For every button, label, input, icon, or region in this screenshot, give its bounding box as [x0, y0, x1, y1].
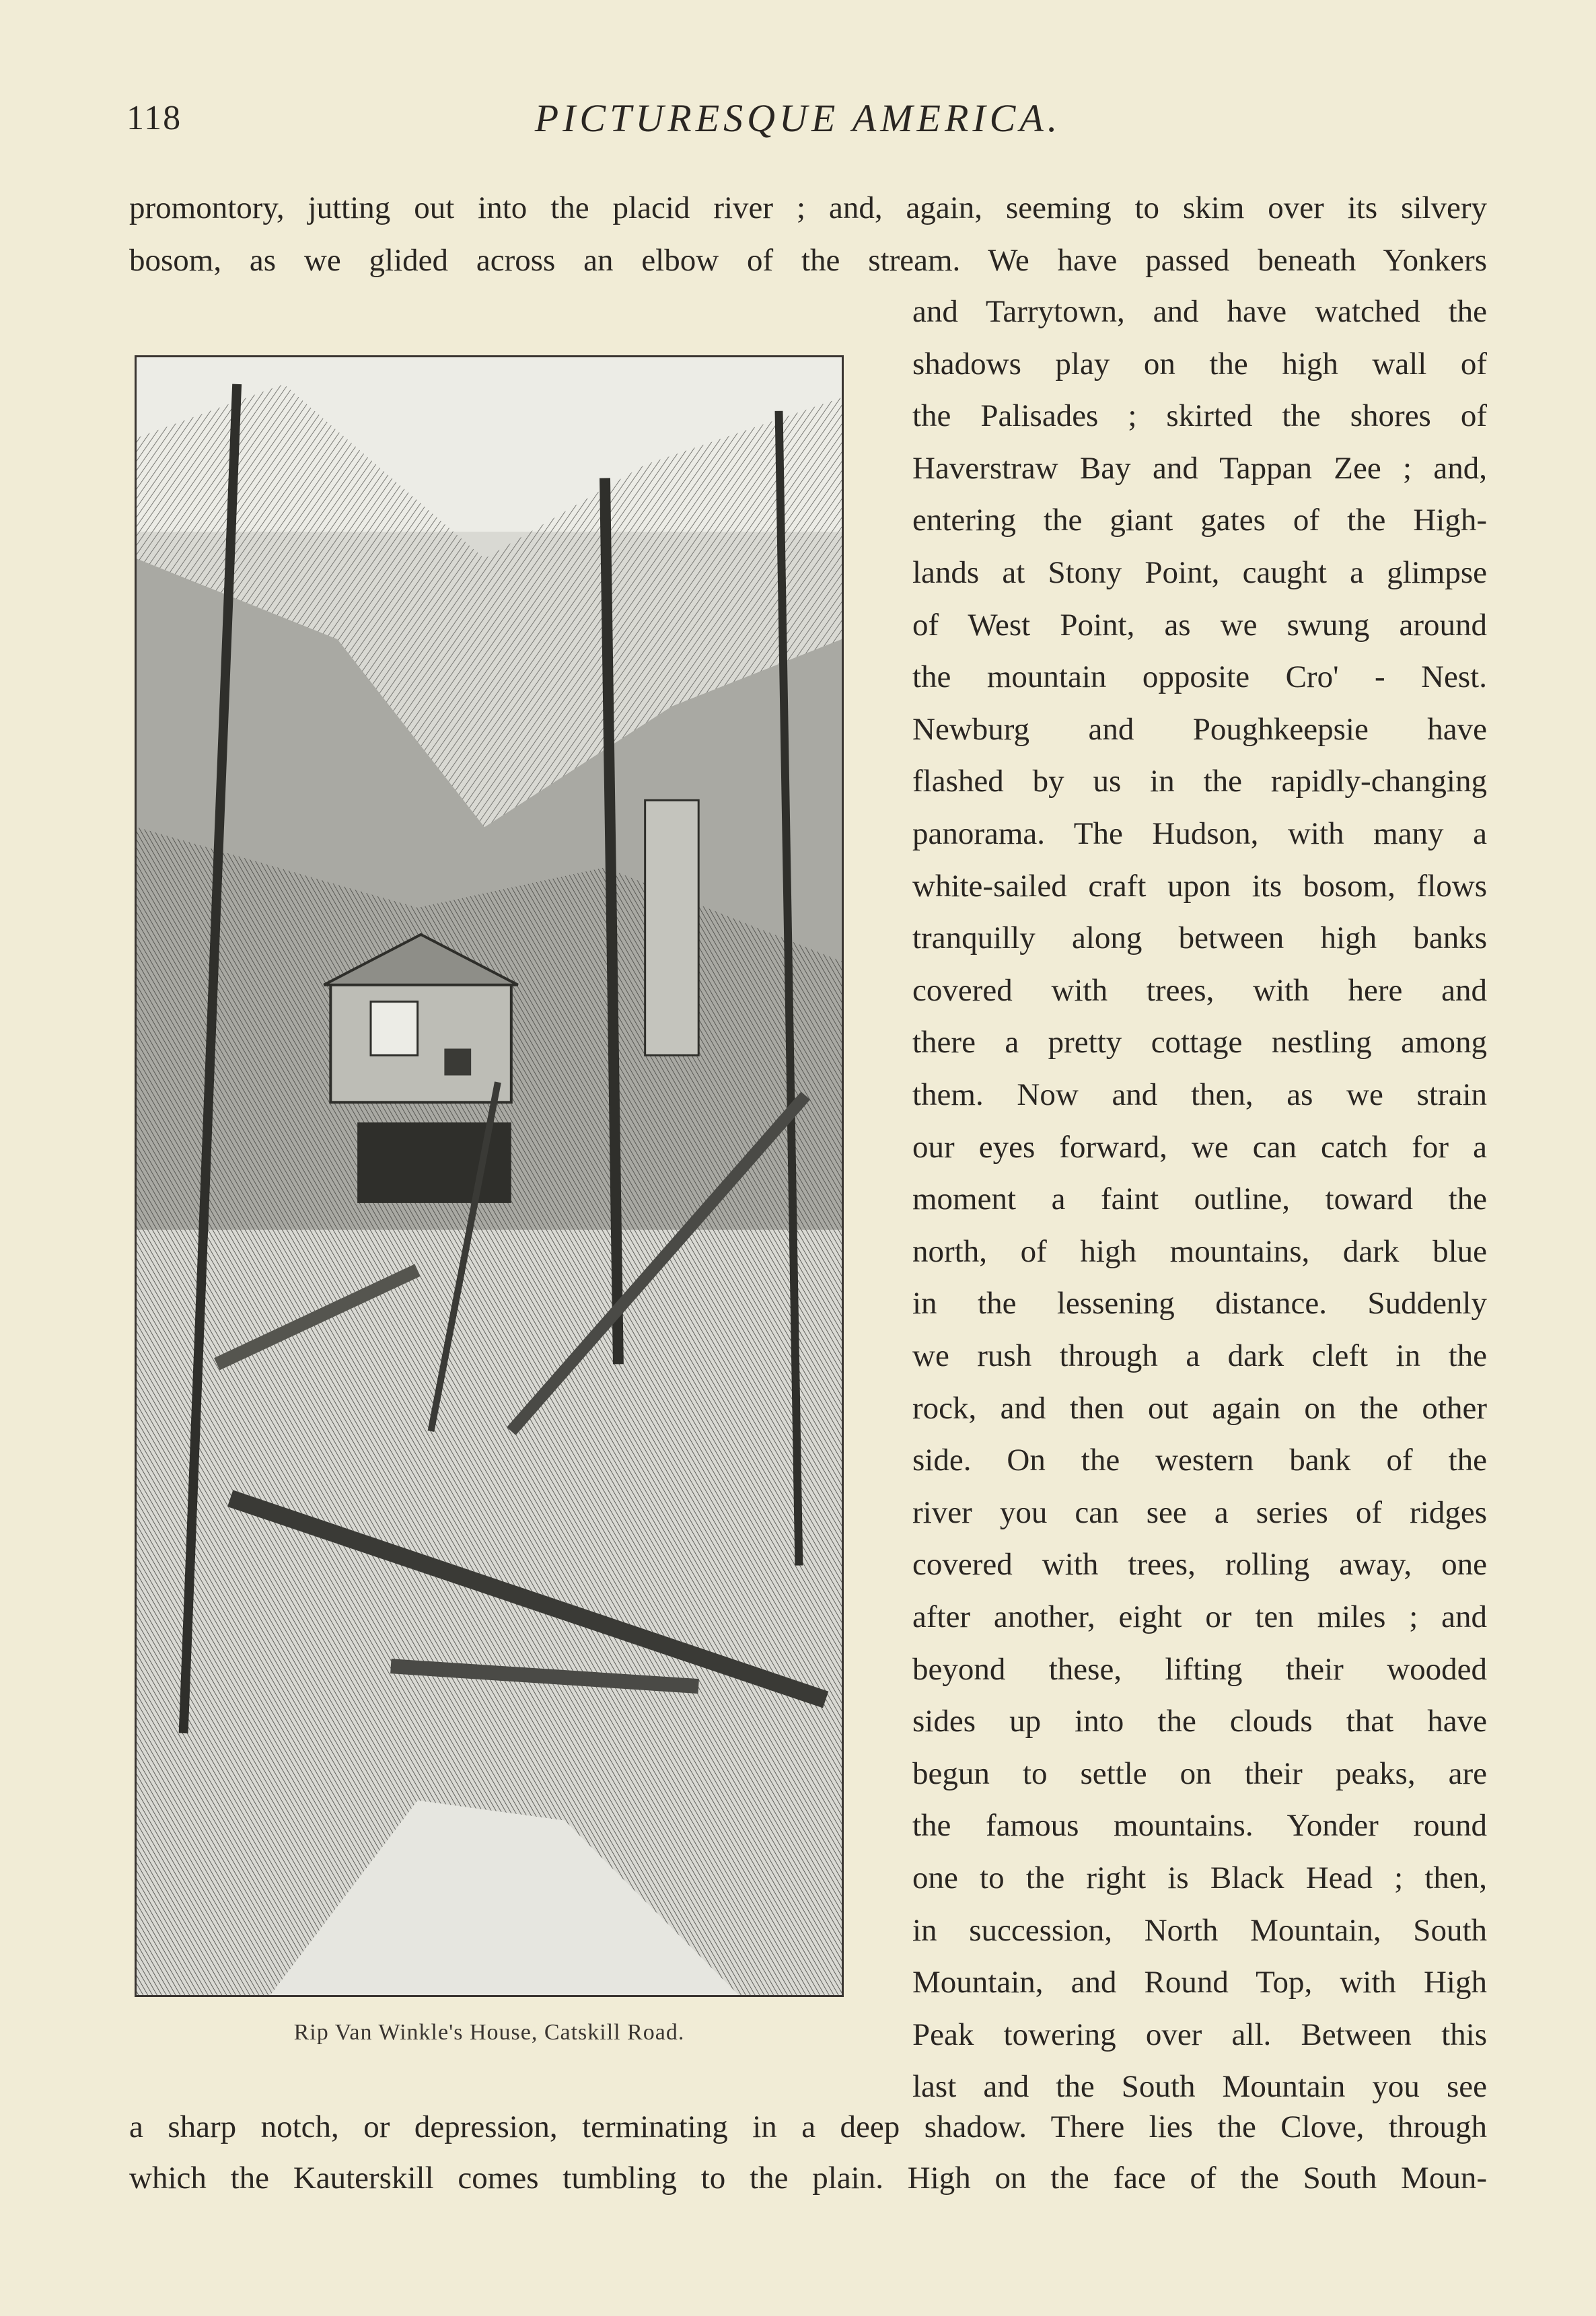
- column-text-line: flashed by us in the rapidly-changing: [912, 764, 1487, 799]
- column-text-line: last and the South Mountain you see: [912, 2069, 1487, 2105]
- column-text-line: the mountain opposite Cro' - Nest.: [912, 659, 1487, 695]
- text-line: which the Kauterskill comes tumbling to the plain. High on the face of the South Moun-: [129, 2161, 1487, 2196]
- running-title: PICTURESQUE AMERICA.: [534, 96, 1062, 140]
- column-text-line: begun to settle on their peaks, are: [912, 1756, 1487, 1791]
- column-text-line: lands at Stony Point, caught a glimpse: [912, 555, 1487, 590]
- text-line: promontory, jutting out into the placid river ; and, again, seeming to skim over its silvery: [129, 190, 1487, 225]
- forest-mill-engraving-image: [137, 357, 842, 1995]
- column-text-line: them. Now and then, as we strain: [912, 1077, 1487, 1112]
- column-text-line: Mountain, and Round Top, with High: [912, 1965, 1487, 2000]
- column-text-line: Peak towering over all. Between this: [912, 2017, 1487, 2052]
- column-text-line: the Palisades ; skirted the shores of: [912, 398, 1487, 434]
- column-text-line: river you can see a series of ridges: [912, 1494, 1487, 1530]
- column-text-line: entering the giant gates of the High-: [912, 503, 1487, 538]
- column-text-line: in succession, North Mountain, South: [912, 1912, 1487, 1948]
- column-text-line: north, of high mountains, dark blue: [912, 1233, 1487, 1269]
- column-text-line: shadows play on the high wall of: [912, 346, 1487, 382]
- column-text-line: and Tarrytown, and have watched the: [912, 294, 1487, 329]
- column-text-line: our eyes forward, we can catch for a: [912, 1129, 1487, 1165]
- column-text-line: of West Point, as we swung around: [912, 607, 1487, 643]
- illustration-caption: Rip Van Winkle's House, Catskill Road.: [293, 2020, 685, 2045]
- column-text-line: we rush through a dark cleft in the: [912, 1338, 1487, 1373]
- column-text-line: side. On the western bank of the: [912, 1443, 1487, 1478]
- column-text-line: after another, eight or ten miles ; and: [912, 1599, 1487, 1634]
- column-text-line: panorama. The Hudson, with many a: [912, 816, 1487, 851]
- column-text-line: one to the right is Black Head ; then,: [912, 1860, 1487, 1895]
- column-text-line: in the lessening distance. Suddenly: [912, 1286, 1487, 1322]
- column-text-line: tranquilly along between high banks: [912, 920, 1487, 956]
- column-text-line: beyond these, lifting their wooded: [912, 1651, 1487, 1687]
- column-text-line: there a pretty cottage nestling among: [912, 1025, 1487, 1060]
- engraving-illustration: [135, 355, 844, 1997]
- text-line: bosom, as we glided across an elbow of the stream. We have passed beneath Yonkers: [129, 243, 1487, 278]
- column-text-line: Newburg and Poughkeepsie have: [912, 711, 1487, 747]
- column-text-line: white-sailed craft upon its bosom, flows: [912, 868, 1487, 904]
- column-text-line: the famous mountains. Yonder round: [912, 1808, 1487, 1844]
- column-text-line: Haverstraw Bay and Tappan Zee ; and,: [912, 450, 1487, 486]
- column-text-line: rock, and then out again on the other: [912, 1390, 1487, 1426]
- page-number: 118: [126, 99, 182, 137]
- text-line: a sharp notch, or depression, terminating in a deep shadow. There lies the Clove, through: [129, 2109, 1487, 2144]
- column-text-line: covered with trees, rolling away, one: [912, 1547, 1487, 1583]
- column-text-line: sides up into the clouds that have: [912, 1704, 1487, 1739]
- column-text-line: covered with trees, with here and: [912, 972, 1487, 1008]
- column-text-line: moment a faint outline, toward the: [912, 1182, 1487, 1217]
